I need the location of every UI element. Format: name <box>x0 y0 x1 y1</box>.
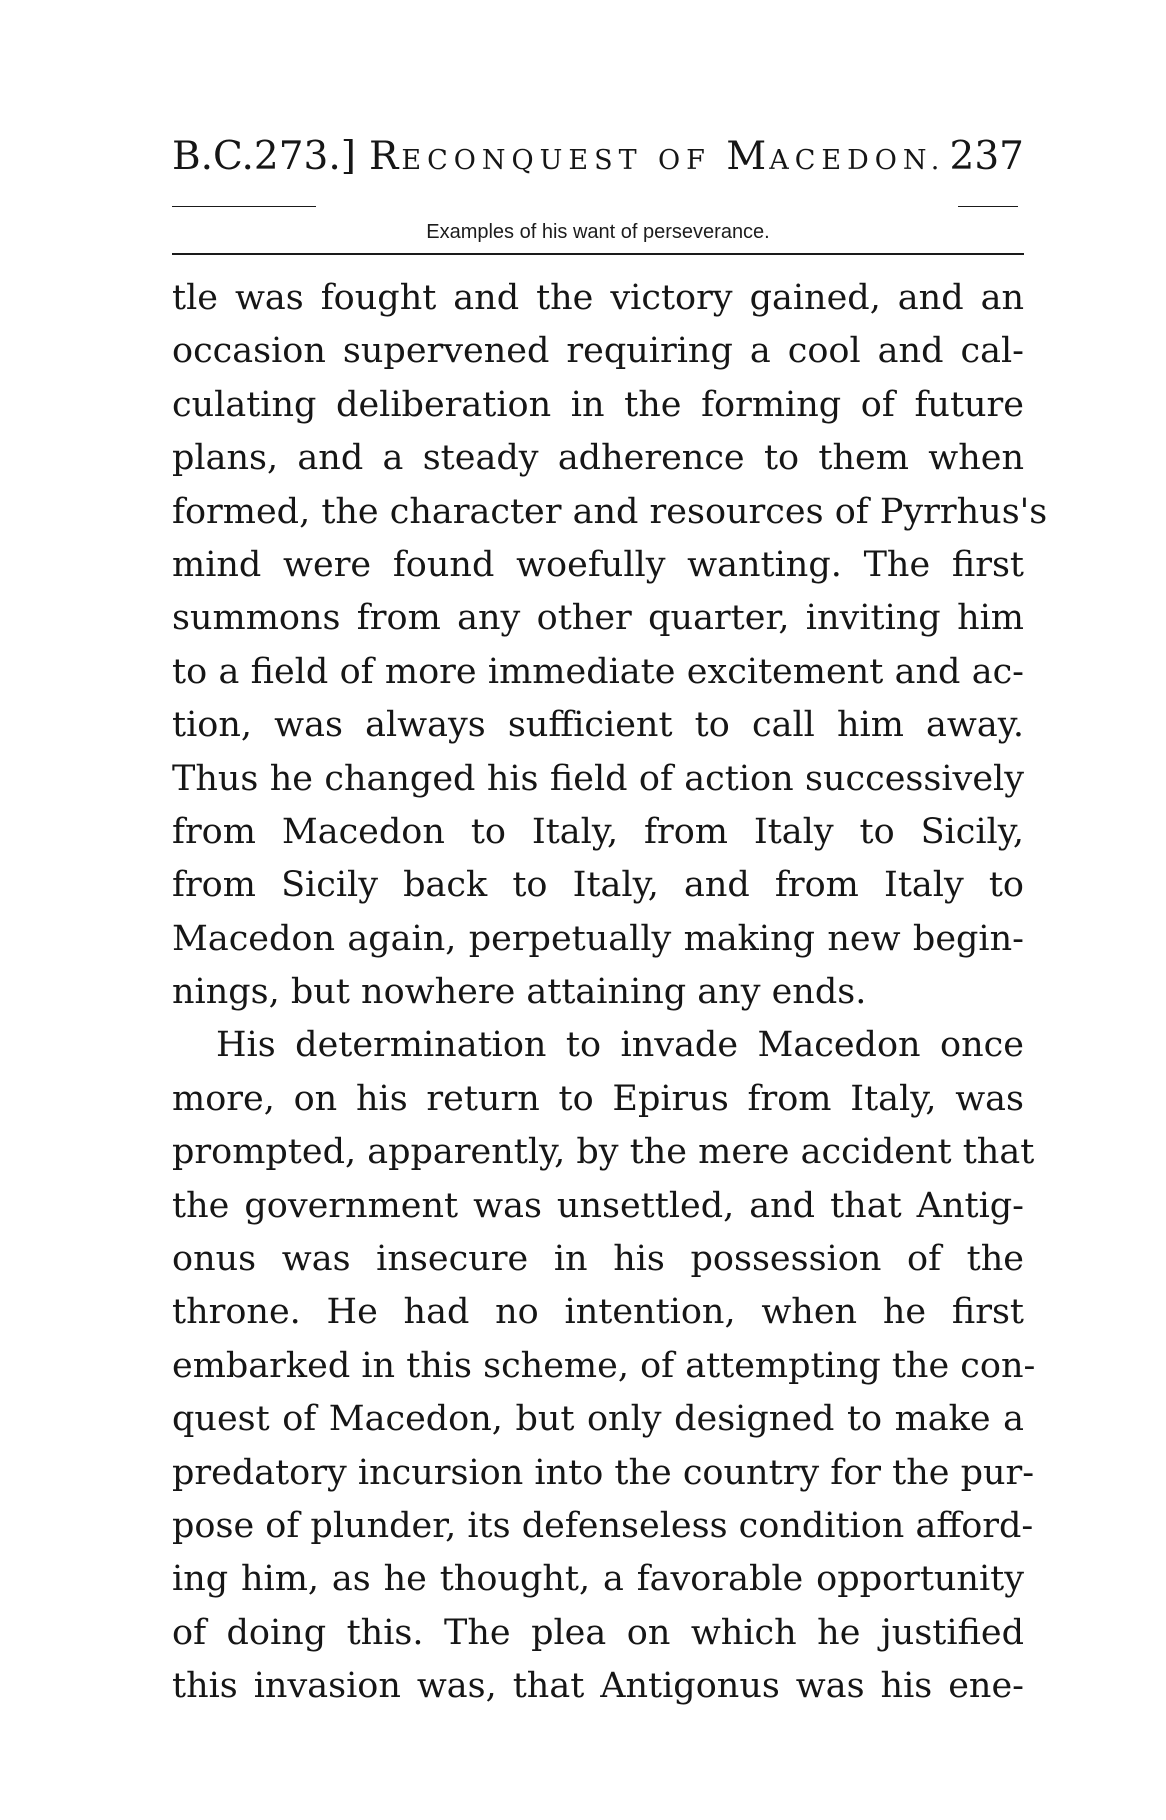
running-head <box>172 131 1024 183</box>
title-word-cap: M <box>726 134 770 179</box>
title-word <box>726 134 945 179</box>
section-subhead: Examples of his want of perseverance. <box>426 221 770 243</box>
running-head-date: B.C.273.] <box>172 134 356 179</box>
text-line: from Macedon to Italy, from Italy to Sicily, <box>172 811 1024 852</box>
text-line: occasion supervened requiring a cool and cal- <box>172 331 1024 372</box>
text-line: prompted, apparently, by the mere accident that <box>172 1132 1035 1173</box>
text-line: plans, and a steady adherence to them when <box>172 438 1024 479</box>
text-line: from Sicily back to Italy, and from Italy to <box>172 865 1024 906</box>
title-word-rest: ECONQUEST <box>401 145 643 176</box>
text-line: onus was insecure in his possession of the <box>172 1239 1024 1280</box>
text-line: the government was unsettled, and that Antig- <box>172 1185 1024 1226</box>
page-number: 237 <box>949 134 1024 179</box>
text-line: quest of Macedon, but only designed to make a <box>172 1399 1024 1440</box>
divider-full <box>172 253 1024 255</box>
divider-short-left <box>172 206 316 207</box>
text-line: more, on his return to Epirus from Italy, was <box>172 1078 1024 1119</box>
paragraph <box>172 272 1048 1019</box>
text-line: summons from any other quarter, inviting him <box>172 598 1024 639</box>
title-word-rest: OF <box>658 145 711 176</box>
title-word <box>658 134 711 179</box>
title-word-cap: R <box>369 134 402 179</box>
title-word <box>369 134 643 179</box>
text-line: to a field of more immediate excitement and ac- <box>172 651 1024 692</box>
text-line: Macedon again, perpetually making new begin- <box>172 918 1024 959</box>
divider-short-right <box>958 206 1018 207</box>
text-line: Thus he changed his field of action successively <box>172 758 1024 799</box>
title-word-rest: ACEDON. <box>769 145 946 176</box>
text-line: tion, was always sufficient to call him away. <box>172 705 1024 746</box>
text-line: mind were found woefully wanting. The first <box>172 544 1024 585</box>
text-line: tle was fought and the victory gained, and an <box>172 278 1024 318</box>
text-line: embarked in this scheme, of attempting the con- <box>172 1345 1036 1386</box>
text-line: throne. He had no intention, when he first <box>172 1292 1024 1333</box>
paragraph <box>172 1019 1036 1713</box>
text-line: culating deliberation in the forming of future <box>172 384 1024 425</box>
text-line: pose of plunder, its defenseless condition afford- <box>172 1505 1034 1546</box>
text-line: ing him, as he thought, a favorable opportunity <box>172 1559 1024 1600</box>
body-text <box>172 272 1048 1714</box>
text-line: His determination to invade Macedon once <box>216 1025 1024 1066</box>
text-line: this invasion was, that Antigonus was his ene- <box>172 1666 1024 1707</box>
text-line: formed, the character and resources of Pyrrhus's <box>172 491 1048 532</box>
text-line: nings, but nowhere attaining any ends. <box>172 972 867 1013</box>
running-head-title <box>369 131 945 187</box>
text-line: of doing this. The plea on which he justified <box>172 1612 1024 1653</box>
text-line: predatory incursion into the country for the pur- <box>172 1452 1035 1493</box>
